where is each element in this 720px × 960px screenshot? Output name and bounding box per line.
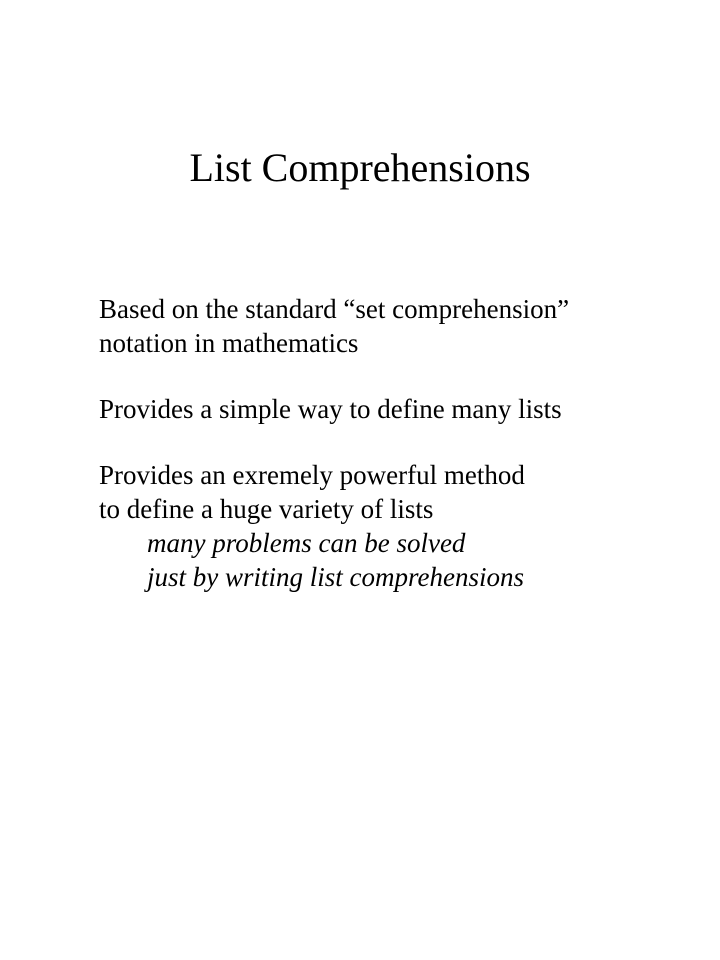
bullet-point-3 [99, 458, 699, 594]
sub-point-line-1: many problems can be solved [147, 528, 466, 558]
bullet-point-1 [99, 292, 699, 360]
slide-body [99, 292, 699, 594]
bullet-point-2-line-1: Provides a simple way to define many lists [99, 394, 562, 424]
bullet-point-2 [99, 392, 699, 426]
bullet-point-3-line-1: Provides an exremely powerful method [99, 460, 525, 490]
sub-point-line-2: just by writing list comprehensions [147, 562, 524, 592]
bullet-point-1-line-2: notation in mathematics [99, 328, 359, 358]
spacer [99, 426, 699, 458]
slide-title: List Comprehensions [189, 145, 531, 190]
bullet-point-1-line-1: Based on the standard “set comprehension” [99, 294, 570, 324]
spacer [99, 360, 699, 392]
bullet-point-3-line-2: to define a huge variety of lists [99, 494, 434, 524]
